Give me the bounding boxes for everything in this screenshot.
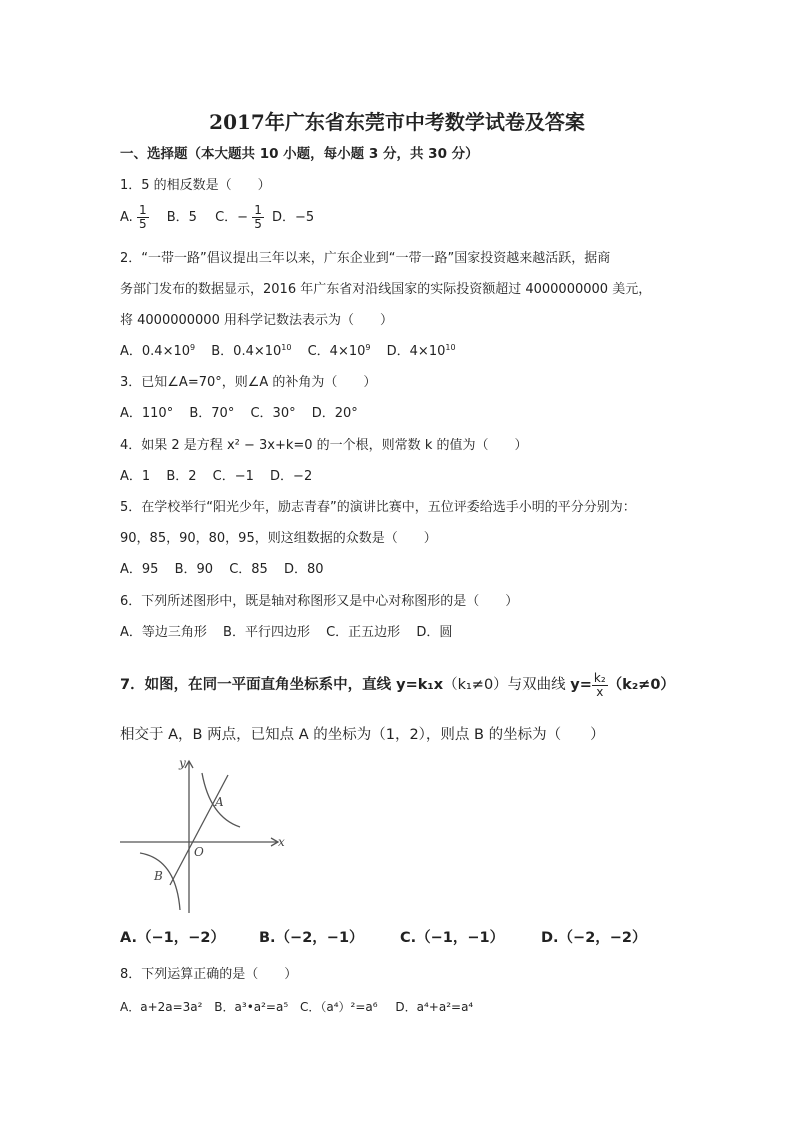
- fraction-denominator: x: [596, 684, 604, 699]
- option-a: A．等边三角形: [120, 625, 207, 640]
- option-b: B．70°: [189, 406, 235, 421]
- fraction-numerator: 1: [254, 203, 262, 217]
- coordinate-figure: [118, 755, 293, 915]
- point-b-label: B: [154, 869, 163, 883]
- question-8: 8．下列运算正确的是（ ）: [120, 967, 298, 982]
- option-d: D．a⁴+a²=a⁴: [395, 1000, 474, 1014]
- option-a-exponent: 9: [190, 343, 196, 352]
- option-b-base: B．0.4×10: [211, 344, 282, 359]
- question-4: 4．如果 2 是方程 x² − 3x+k=0 的一个根，则常数 k 的值为（ ）: [120, 438, 528, 453]
- question-5-line-2: 90，85，90，80，95，则这组数据的众数是（ ）: [120, 531, 437, 546]
- question-1: 1．5 的相反数是（ ）: [120, 178, 271, 193]
- section-heading: 一、选择题（本大题共 10 小题，每小题 3 分，共 30 分）: [120, 146, 479, 162]
- option-c-fraction: [252, 204, 264, 231]
- fraction-denominator: 5: [254, 217, 262, 231]
- option-c: C．−1: [212, 469, 254, 484]
- question-8-options: [120, 998, 485, 1016]
- option-c-label: C．−: [215, 210, 249, 225]
- question-5-options: [120, 561, 336, 579]
- option-a: A．1: [120, 469, 151, 484]
- question-2-options: [120, 343, 468, 361]
- option-a: A．a+2a=3a²: [120, 1000, 203, 1014]
- option-d: D．−2: [270, 469, 313, 484]
- question-3: 3．已知∠A=70°，则∠A 的补角为（ ）: [120, 375, 377, 390]
- option-a: A．110°: [120, 406, 174, 421]
- origin-label: O: [194, 845, 204, 859]
- option-a-label: A.: [120, 210, 133, 225]
- option-d: D．20°: [311, 406, 358, 421]
- option-a: [120, 343, 195, 361]
- option-d: D．−5: [271, 210, 315, 225]
- y-axis-label: y: [179, 756, 186, 770]
- option-a-base: A．0.4×10: [120, 344, 191, 359]
- option-c: C．85: [229, 562, 268, 577]
- option-b: B．平行四边形: [223, 625, 310, 640]
- fraction-numerator: k₂: [593, 670, 606, 685]
- question-7-option-a: A.（−1，−2）: [120, 930, 225, 946]
- page-title: 2017年广东省东莞市中考数学试卷及答案: [209, 110, 585, 134]
- option-d: D．80: [283, 562, 324, 577]
- option-a-fraction: [137, 204, 149, 231]
- line-equation: y=k₁x: [396, 677, 444, 693]
- line-y-k1x: [170, 775, 228, 885]
- question-7-option-b: B.（−2，−1）: [259, 930, 364, 946]
- question-5-line-1: 5．在学校举行“阳光少年，励志青春”的演讲比赛中，五位评委给选手小明的平分分别为：: [120, 500, 636, 515]
- question-7-mid: （k₁≠0）与双曲线: [443, 677, 571, 693]
- option-a: A．95: [120, 562, 159, 577]
- fraction-numerator: 1: [138, 203, 147, 217]
- option-c-exponent: 9: [365, 343, 371, 352]
- option-c: C．30°: [250, 406, 296, 421]
- option-b: [211, 343, 291, 361]
- question-7-option-c: C.（−1，−1）: [400, 930, 505, 946]
- question-7-condition: （k₂≠0）: [607, 677, 675, 693]
- question-7-line-1: [120, 668, 675, 702]
- option-c: C．正五边形: [326, 625, 401, 640]
- fraction-denominator: 5: [138, 217, 147, 231]
- question-7-line-2: 相交于 A，B 两点，已知点 A 的坐标为（1，2），则点 B 的坐标为（ ）: [120, 727, 605, 743]
- option-d: D．圆: [416, 625, 453, 640]
- option-b: B．5: [166, 210, 197, 225]
- hyperbola-fraction: [592, 672, 608, 699]
- option-b: B．2: [166, 469, 197, 484]
- option-c-base: C．4×10: [307, 344, 366, 359]
- option-b: B．90: [174, 562, 214, 577]
- question-1-options: [120, 204, 314, 231]
- option-b-exponent: 10: [281, 343, 292, 352]
- option-d-base: D．4×10: [386, 344, 446, 359]
- question-2-line-1: 2．“一带一路”倡议提出三年以来，广东企业到“一带一路”国家投资越来越活跃，据商: [120, 251, 611, 266]
- question-4-options: [120, 468, 324, 486]
- question-6-options: [120, 624, 464, 642]
- option-b: B．a³•a²=a⁵: [214, 1000, 289, 1014]
- hyperbola-lhs: y=: [570, 677, 592, 693]
- question-3-options: [120, 405, 370, 423]
- question-2-line-2: 务部门发布的数据显示，2016 年广东省对沿线国家的实际投资额超过 4000000000 美元，: [120, 282, 652, 297]
- question-7-intro: 7．如图，在同一平面直角坐标系中，直线: [120, 677, 397, 693]
- question-6: 6．下列所述图形中，既是轴对称图形又是中心对称图形的是（ ）: [120, 594, 519, 609]
- option-d-exponent: 10: [445, 343, 456, 352]
- question-7-option-d: D.（−2，−2）: [541, 930, 647, 946]
- option-c: C．（a⁴）²=a⁶: [299, 1000, 378, 1014]
- point-a-label: A: [215, 795, 224, 809]
- option-c: [308, 343, 371, 361]
- option-d: [387, 343, 456, 361]
- question-2-line-3: 将 4000000000 用科学记数法表示为（ ）: [120, 313, 393, 328]
- x-axis-label: x: [278, 835, 285, 849]
